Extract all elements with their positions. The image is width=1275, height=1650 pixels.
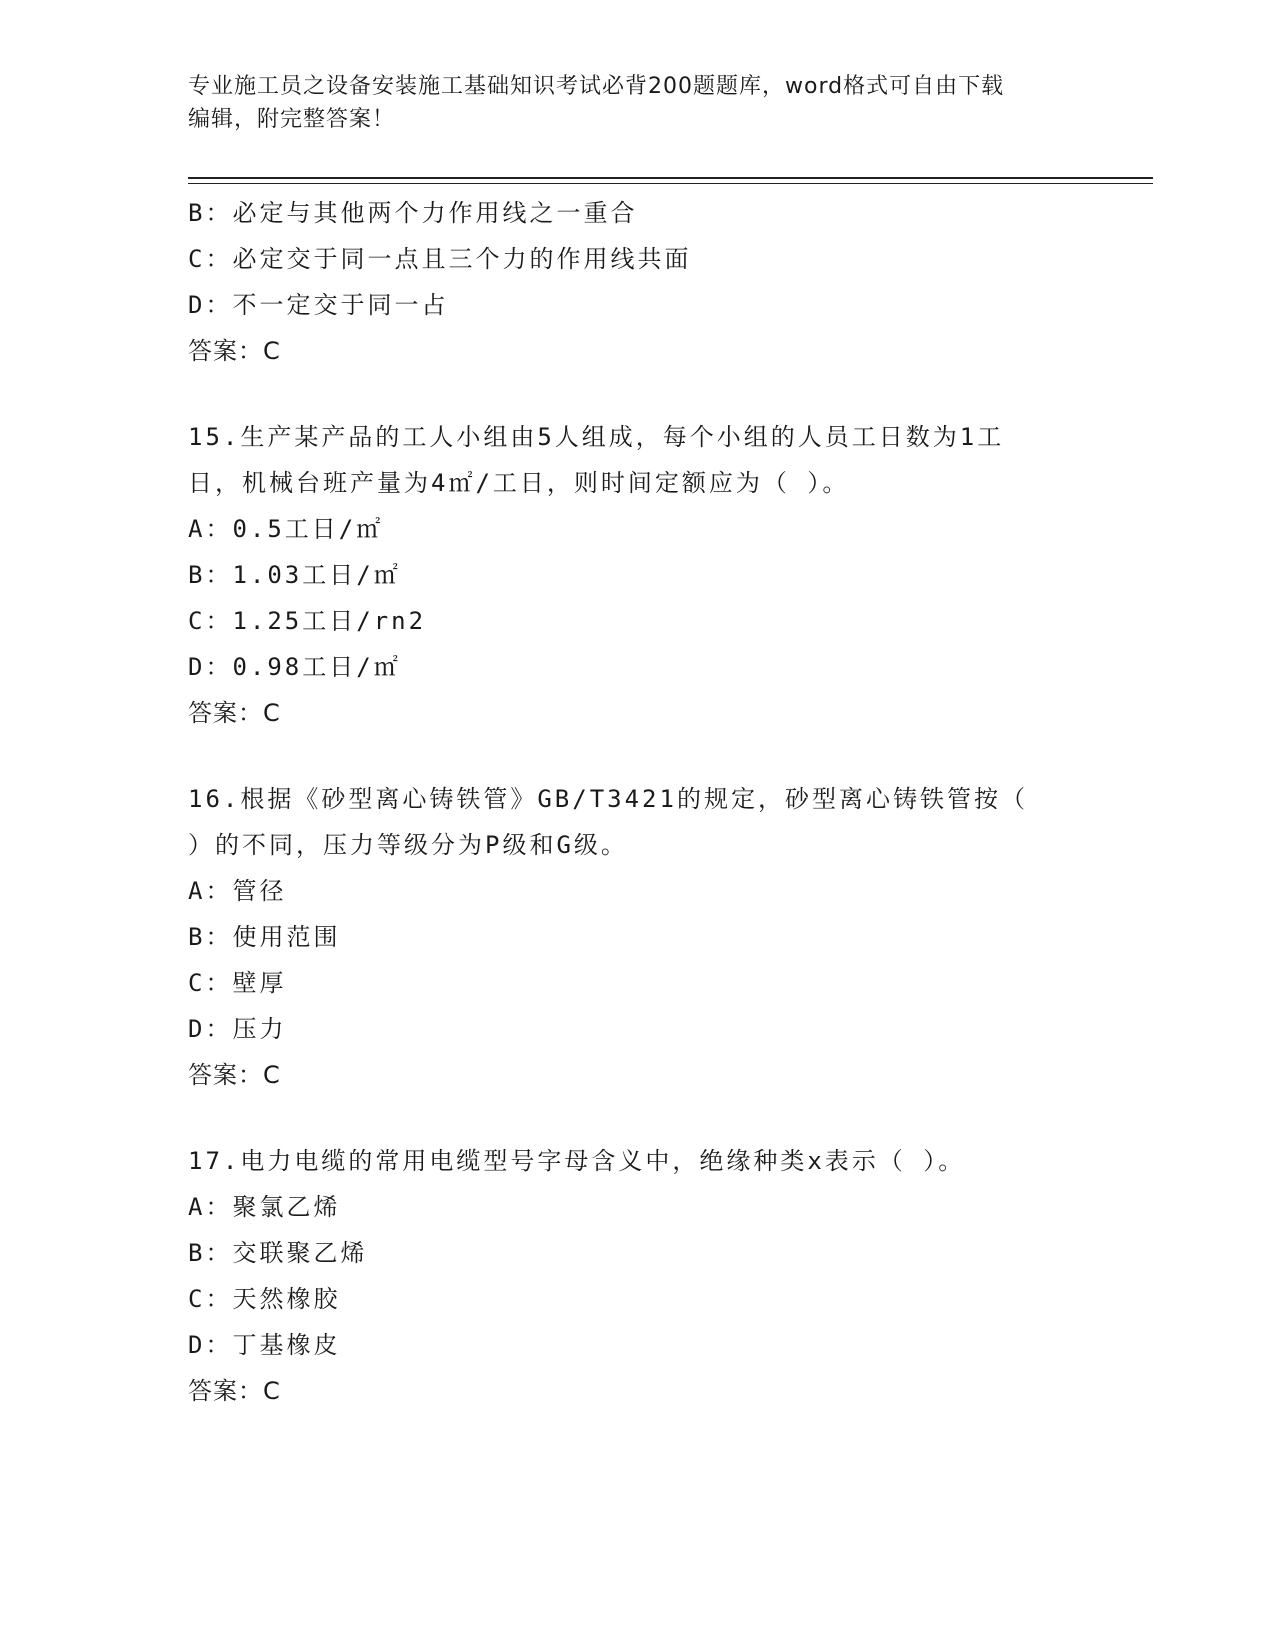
header-title-line-2: 编辑，附完整答案！ <box>188 107 396 132</box>
spacer <box>188 374 1088 414</box>
question-list <box>188 190 1088 1414</box>
option-c: C：1.25工日/rn2 <box>188 607 427 635</box>
option-a: A：管径 <box>188 877 287 905</box>
option-d: D：丁基橡皮 <box>188 1331 341 1359</box>
option-d: D：不一定交于同一占 <box>188 291 449 319</box>
option-b: B：必定与其他两个力作用线之一重合 <box>188 199 638 227</box>
option-c: C：天然橡胶 <box>188 1285 341 1313</box>
document-header <box>188 70 1068 136</box>
option-d: D：压力 <box>188 1015 287 1043</box>
header-divider-thick <box>188 177 1153 179</box>
answer-line: 答案：C <box>188 699 281 727</box>
spacer <box>188 1098 1088 1138</box>
spacer <box>188 736 1088 776</box>
question-stem-line-1: 17.电力电缆的常用电缆型号字母含义中，绝缘种类x表示（ ）。 <box>188 1147 966 1175</box>
answer-line: 答案：C <box>188 1377 281 1405</box>
option-d: D：0.98工日/㎡ <box>188 653 401 681</box>
option-b: B：1.03工日/㎡ <box>188 561 401 589</box>
question-14-continued <box>188 190 1088 374</box>
option-c: C：壁厚 <box>188 969 287 997</box>
option-a: A：0.5工日/㎡ <box>188 515 384 543</box>
option-b: B：交联聚乙烯 <box>188 1239 368 1267</box>
answer-line: 答案：C <box>188 1061 281 1089</box>
header-divider-thin <box>188 183 1153 184</box>
question-stem-line-1: 16.根据《砂型离心铸铁管》GB/T3421的规定，砂型离心铸铁管按（ <box>188 785 1028 813</box>
option-b: B：使用范围 <box>188 923 341 951</box>
question-15 <box>188 414 1088 736</box>
question-17 <box>188 1138 1088 1414</box>
question-stem-line-1: 15.生产某产品的工人小组由5人组成，每个小组的人员工日数为1工 <box>188 423 1005 451</box>
answer-line: 答案：C <box>188 337 281 365</box>
option-c: C：必定交于同一点且三个力的作用线共面 <box>188 245 692 273</box>
question-stem-line-2: 日，机械台班产量为4㎡/工日，则时间定额应为（ ）。 <box>188 469 850 497</box>
question-stem-line-2: ）的不同，压力等级分为P级和G级。 <box>188 831 628 859</box>
header-title-line-1: 专业施工员之设备安装施工基础知识考试必背200题题库，word格式可自由下载 <box>188 74 1005 99</box>
question-16 <box>188 776 1088 1098</box>
option-a: A：聚氯乙烯 <box>188 1193 341 1221</box>
